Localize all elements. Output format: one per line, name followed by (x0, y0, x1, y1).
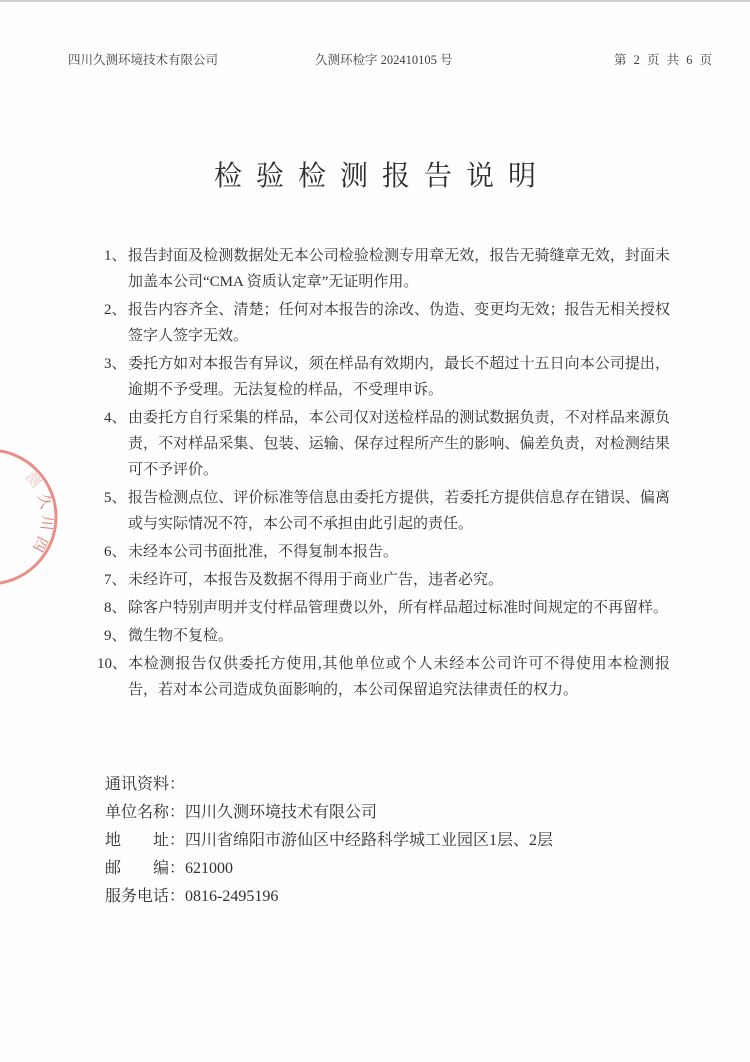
note-number: 5、 (104, 490, 127, 506)
note-number: 6、 (104, 544, 127, 560)
seal-char: 久 (33, 491, 54, 511)
contact-heading: 通讯资料： (105, 776, 186, 793)
note-item-2 (104, 297, 670, 349)
red-seal-stamp (0, 428, 70, 613)
seal-arc (0, 450, 56, 584)
seal-char: 川 (36, 514, 55, 532)
note-number: 10、 (97, 656, 128, 672)
contact-label: 单位名称： (105, 804, 186, 821)
note-text: 报告封面及检测数据处无本公司检验检测专用章无效，报告无骑缝章无效，封面未加盖本公司“CMA 资质认定章”无证明作用。 (128, 248, 670, 290)
header-page-number: 第 2 页 共 6 页 (614, 53, 715, 67)
note-text: 未经本公司书面批准，不得复制本报告。 (128, 544, 399, 560)
seal-char: 四 (28, 533, 50, 555)
note-number: 4、 (104, 410, 127, 426)
note-item-10 (97, 651, 670, 703)
note-item-8 (104, 595, 670, 621)
header-company-name: 四川久测环境技术有限公司 (68, 53, 219, 67)
note-item-3 (104, 351, 670, 403)
seal-char: 测 (21, 469, 44, 492)
note-item-9 (104, 623, 670, 649)
note-text: 由委托方自行采集的样品，本公司仅对送检样品的测试数据负责，不对样品来源负责，不对样品采集、包装、运输、保存过程所产生的影响、偏差负责，对检测结果可不予评价。 (128, 410, 670, 478)
note-text: 委托方如对本报告有异议，须在样品有效期内，最长不超过十五日向本公司提出，逾期不予受理。无法复检的样品，不受理申诉。 (128, 356, 670, 398)
contact-value: 四川省绵阳市游仙区中经路科学城工业园区1层、2层 (185, 832, 554, 849)
note-text: 报告检测点位、评价标准等信息由委托方提供，若委托方提供信息存在错误、偏离或与实际情况不符，本公司不承担由此引起的责任。 (128, 490, 670, 532)
note-number: 7、 (104, 572, 127, 588)
note-number: 2、 (104, 302, 127, 318)
contact-heading-row (105, 771, 553, 799)
note-item-4 (104, 405, 670, 483)
contact-row-postcode (105, 855, 553, 883)
contact-row-phone (105, 883, 553, 911)
page-title: 检验检测报告说明 (213, 161, 550, 192)
note-number: 1、 (104, 248, 127, 264)
contact-label: 邮 编： (105, 860, 186, 877)
note-text: 除客户特别声明并支付样品管理费以外，所有样品超过标准时间规定的不再留样。 (128, 600, 669, 616)
note-number: 8、 (104, 600, 127, 616)
note-item-5 (104, 485, 670, 537)
note-text: 微生物不复检。 (128, 628, 234, 644)
note-text: 本检测报告仅供委托方使用,其他单位或个人未经本公司许可不得使用本检测报告，若对本公司造成负面影响的，本公司保留追究法律责任的权力。 (128, 656, 670, 698)
note-number: 3、 (104, 356, 127, 372)
contact-value: 0816-2495196 (185, 888, 279, 905)
notes-list (97, 243, 670, 705)
note-item-1 (104, 243, 670, 295)
note-text: 报告内容齐全、清楚；任何对本报告的涂改、伪造、变更均无效；报告无相关授权签字人签字无效。 (128, 302, 670, 344)
contact-value: 四川久测环境技术有限公司 (185, 804, 378, 821)
note-item-6 (104, 539, 670, 565)
header-document-number: 久测环检字 202410105 号 (315, 53, 453, 67)
note-text: 未经许可，本报告及数据不得用于商业广告，违者必究。 (128, 572, 504, 588)
contact-value: 621000 (185, 860, 234, 877)
contact-label: 服务电话： (105, 888, 186, 905)
note-item-7 (104, 567, 670, 593)
scan-edge-artifact (0, 0, 750, 2)
contact-row-company (105, 799, 553, 827)
note-number: 9、 (104, 628, 127, 644)
contact-label: 地 址： (105, 832, 186, 849)
contact-row-address (105, 827, 553, 855)
contact-info-block (105, 771, 553, 911)
